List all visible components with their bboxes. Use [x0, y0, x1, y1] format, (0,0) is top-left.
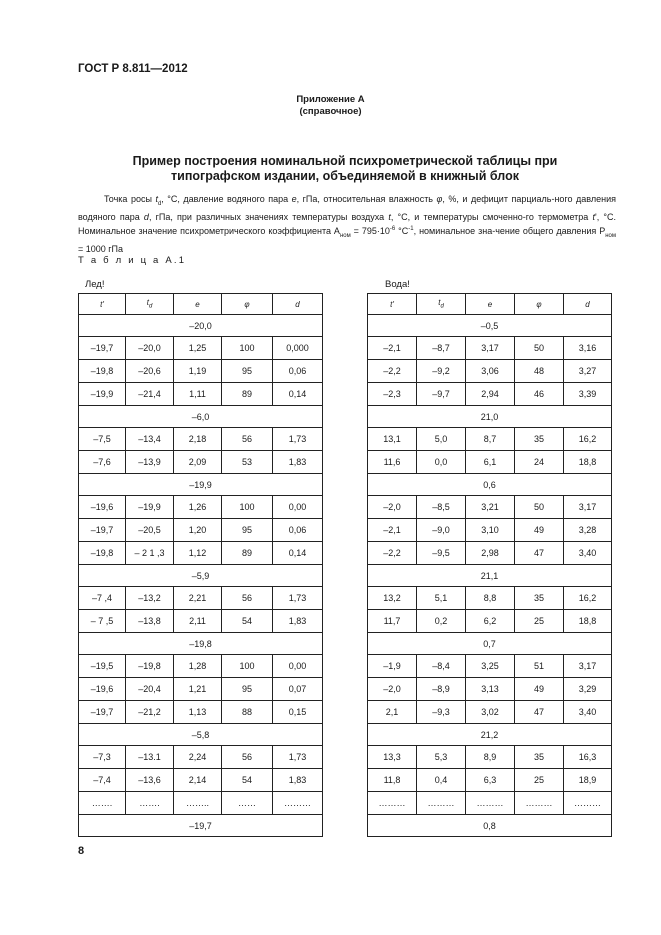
cell-t: …….: [79, 792, 126, 815]
cell-e: 3,13: [466, 678, 515, 701]
cell-t: 13,2: [368, 587, 417, 610]
cell-t: –19,8: [79, 360, 126, 383]
cell-e: 2,98: [466, 542, 515, 565]
cell-phi: 48: [515, 360, 564, 383]
group-header-row: [79, 724, 323, 746]
cell-e: 3,21: [466, 496, 515, 519]
header-t: t': [79, 294, 126, 315]
cell-t: –2,0: [368, 496, 417, 519]
group-header-row: [368, 474, 612, 496]
water-table-label: Вода!: [385, 279, 410, 290]
cell-d: 3,17: [564, 496, 612, 519]
cell-td: 5,3: [417, 746, 466, 769]
cell-d: 1,83: [273, 769, 323, 792]
header-d: d: [273, 294, 323, 315]
cell-d: 16,2: [564, 428, 612, 451]
cell-t: –19,9: [79, 383, 126, 406]
table-row: [79, 678, 323, 701]
header-d: d: [564, 294, 612, 315]
cell-d: 18,9: [564, 769, 612, 792]
cell-e: 1,25: [174, 337, 222, 360]
table-row: [368, 746, 612, 769]
table-row: [79, 360, 323, 383]
cell-d: 3,16: [564, 337, 612, 360]
group-temperature: 0,6: [368, 474, 612, 496]
cell-td: –13.1: [126, 746, 174, 769]
cell-phi: ………: [515, 792, 564, 815]
cell-d: 3,27: [564, 360, 612, 383]
cell-t: –19,7: [79, 337, 126, 360]
cell-e: 2,14: [174, 769, 222, 792]
cell-td: 0,2: [417, 610, 466, 633]
cell-phi: 100: [222, 655, 273, 678]
cell-d: 1,73: [273, 587, 323, 610]
group-temperature: –6,0: [79, 406, 323, 428]
cell-t: –2,1: [368, 337, 417, 360]
table-row: [368, 360, 612, 383]
group-temperature: 0,7: [368, 633, 612, 655]
group-temperature: –5,9: [79, 565, 323, 587]
group-header-row: [368, 315, 612, 337]
cell-td: –21,4: [126, 383, 174, 406]
cell-t: ………: [368, 792, 417, 815]
cell-t: –7,3: [79, 746, 126, 769]
cell-d: 16,2: [564, 587, 612, 610]
header-t: t': [368, 294, 417, 315]
cell-t: 13,3: [368, 746, 417, 769]
group-header-row: [368, 565, 612, 587]
cell-t: – 7 ,5: [79, 610, 126, 633]
cell-d: 0,000: [273, 337, 323, 360]
cell-e: 1,11: [174, 383, 222, 406]
header-td: $t_d$: [417, 294, 466, 315]
cell-phi: 95: [222, 519, 273, 542]
cell-td: 0,0: [417, 451, 466, 474]
cell-t: –7,5: [79, 428, 126, 451]
table-row: [79, 701, 323, 724]
cell-t: –19,6: [79, 496, 126, 519]
cell-e: ………: [466, 792, 515, 815]
cell-e: 2,09: [174, 451, 222, 474]
cell-d: 0,06: [273, 519, 323, 542]
cell-d: 1,83: [273, 610, 323, 633]
cell-td: –8,9: [417, 678, 466, 701]
cell-td: –20,0: [126, 337, 174, 360]
cell-t: –7,6: [79, 451, 126, 474]
water-psychrometric-table: [367, 293, 612, 837]
cell-d: 0,15: [273, 701, 323, 724]
group-header-row: [368, 406, 612, 428]
cell-phi: 50: [515, 337, 564, 360]
cell-d: 0,06: [273, 360, 323, 383]
cell-e: 1,26: [174, 496, 222, 519]
cell-d: 0,14: [273, 542, 323, 565]
table-row: [79, 496, 323, 519]
table-row: [368, 678, 612, 701]
table-header-row: [368, 294, 612, 315]
cell-d: 0,07: [273, 678, 323, 701]
cell-e: 1,20: [174, 519, 222, 542]
cell-e: 6,2: [466, 610, 515, 633]
cell-t: 11,7: [368, 610, 417, 633]
cell-phi: 56: [222, 428, 273, 451]
cell-phi: 89: [222, 383, 273, 406]
group-header-row: [79, 474, 323, 496]
cell-td: –19,8: [126, 655, 174, 678]
cell-phi: 24: [515, 451, 564, 474]
group-header-row: [79, 815, 323, 837]
table-row: [79, 746, 323, 769]
cell-td: –21,2: [126, 701, 174, 724]
cell-e: 2,24: [174, 746, 222, 769]
cell-e: 3,10: [466, 519, 515, 542]
intro-paragraph: Точка росы $t_d$, °С, давление водяного пара e, гПа, относительная влажность φ, %, и дефицит парциаль-ного давления водяного пара d, гПа, при различных значениях температуры воздуха t, °С, и температуры смоченно-го термометра t', °С. Номинальное значение психрометрического коэффициента $А_{ном} = 795\cdot 10^{-6}$ $^\circ С^{-1}$, номинальное зна-чение общего давления $Р_{ном} = 1000$ гПа: [78, 194, 617, 254]
appendix-title: Приложение А: [296, 94, 365, 105]
document-header: ГОСТ Р 8.811—2012: [78, 63, 188, 75]
cell-e: 3,02: [466, 701, 515, 724]
group-temperature: –19,8: [79, 633, 323, 655]
cell-phi: ……: [222, 792, 273, 815]
cell-t: –2,1: [368, 519, 417, 542]
cell-t: 13,1: [368, 428, 417, 451]
cell-phi: 56: [222, 587, 273, 610]
table-row: [79, 383, 323, 406]
table-row: [368, 383, 612, 406]
table-row: [79, 610, 323, 633]
header-e: e: [174, 294, 222, 315]
table-header-row: [79, 294, 323, 315]
cell-e: 8,7: [466, 428, 515, 451]
cell-td: 5,0: [417, 428, 466, 451]
group-temperature: –19,7: [79, 815, 323, 837]
cell-td: –13,9: [126, 451, 174, 474]
cell-phi: 35: [515, 587, 564, 610]
cell-td: ………: [417, 792, 466, 815]
cell-e: 1,28: [174, 655, 222, 678]
group-temperature: 21,0: [368, 406, 612, 428]
table-row: [79, 428, 323, 451]
cell-d: 18,8: [564, 610, 612, 633]
cell-e: 8,8: [466, 587, 515, 610]
cell-e: 3,06: [466, 360, 515, 383]
table-row: [368, 792, 612, 815]
cell-e: 1,13: [174, 701, 222, 724]
cell-d: 0,00: [273, 655, 323, 678]
cell-d: 3,39: [564, 383, 612, 406]
cell-t: –2,3: [368, 383, 417, 406]
cell-td: –13,8: [126, 610, 174, 633]
table-row: [79, 587, 323, 610]
table-row: [79, 542, 323, 565]
appendix-subtitle: (справочное): [299, 106, 362, 117]
header-td: $t_d$: [126, 294, 174, 315]
cell-td: –9,0: [417, 519, 466, 542]
page-number: 8: [78, 845, 85, 857]
cell-td: –8,5: [417, 496, 466, 519]
cell-d: ………: [564, 792, 612, 815]
cell-t: 11,6: [368, 451, 417, 474]
ice-psychrometric-table: [78, 293, 323, 837]
group-header-row: [79, 633, 323, 655]
cell-e: 1,21: [174, 678, 222, 701]
cell-t: –2,0: [368, 678, 417, 701]
cell-d: 1,73: [273, 746, 323, 769]
table-row: [79, 519, 323, 542]
cell-e: 6,1: [466, 451, 515, 474]
cell-phi: 46: [515, 383, 564, 406]
table-row: [79, 769, 323, 792]
cell-t: –1,9: [368, 655, 417, 678]
cell-td: –20,4: [126, 678, 174, 701]
table-row: [79, 337, 323, 360]
cell-e: 8,9: [466, 746, 515, 769]
cell-phi: 35: [515, 746, 564, 769]
table-row: [79, 451, 323, 474]
cell-phi: 100: [222, 337, 273, 360]
cell-td: 0,4: [417, 769, 466, 792]
cell-td: …….: [126, 792, 174, 815]
table-row: [368, 587, 612, 610]
cell-d: 0,14: [273, 383, 323, 406]
table-row: [79, 792, 323, 815]
cell-phi: 89: [222, 542, 273, 565]
cell-td: – 2 1 ,3: [126, 542, 174, 565]
cell-t: –19,5: [79, 655, 126, 678]
cell-e: 3,17: [466, 337, 515, 360]
cell-t: 2,1: [368, 701, 417, 724]
cell-td: –19,9: [126, 496, 174, 519]
cell-d: ………: [273, 792, 323, 815]
group-header-row: [79, 565, 323, 587]
table-row: [368, 610, 612, 633]
header-e: e: [466, 294, 515, 315]
group-temperature: –20,0: [79, 315, 323, 337]
cell-td: –20,6: [126, 360, 174, 383]
cell-d: 1,83: [273, 451, 323, 474]
group-header-row: [368, 815, 612, 837]
table-row: [368, 451, 612, 474]
cell-td: –13,4: [126, 428, 174, 451]
cell-e: 6,3: [466, 769, 515, 792]
cell-phi: 100: [222, 496, 273, 519]
cell-phi: 47: [515, 542, 564, 565]
table-row: [368, 769, 612, 792]
cell-td: –9,3: [417, 701, 466, 724]
cell-phi: 51: [515, 655, 564, 678]
cell-t: –19,8: [79, 542, 126, 565]
cell-td: –9,5: [417, 542, 466, 565]
cell-td: –20,5: [126, 519, 174, 542]
cell-t: –7,4: [79, 769, 126, 792]
header-phi: φ: [515, 294, 564, 315]
cell-td: –8,4: [417, 655, 466, 678]
cell-e: 2,94: [466, 383, 515, 406]
table-row: [368, 701, 612, 724]
cell-e: 2,18: [174, 428, 222, 451]
cell-d: 18,8: [564, 451, 612, 474]
cell-td: –13,6: [126, 769, 174, 792]
table-row: [368, 655, 612, 678]
cell-d: 3,29: [564, 678, 612, 701]
cell-t: –2,2: [368, 360, 417, 383]
cell-td: 5,1: [417, 587, 466, 610]
cell-t: –19,7: [79, 701, 126, 724]
cell-e: 2,11: [174, 610, 222, 633]
cell-td: –9,7: [417, 383, 466, 406]
cell-phi: 56: [222, 746, 273, 769]
table-row: [368, 496, 612, 519]
cell-t: –19,6: [79, 678, 126, 701]
cell-phi: 95: [222, 678, 273, 701]
cell-phi: 25: [515, 610, 564, 633]
group-header-row: [79, 315, 323, 337]
cell-d: 3,40: [564, 701, 612, 724]
section-title-line-2: типографском издании, объединяемой в книжный блок: [171, 169, 519, 183]
section-title: [90, 154, 600, 184]
group-header-row: [368, 724, 612, 746]
group-temperature: 0,8: [368, 815, 612, 837]
header-phi: φ: [222, 294, 273, 315]
cell-d: 3,17: [564, 655, 612, 678]
cell-e: 1,19: [174, 360, 222, 383]
group-temperature: –5,8: [79, 724, 323, 746]
table-row: [368, 428, 612, 451]
cell-t: –19,7: [79, 519, 126, 542]
cell-td: –9,2: [417, 360, 466, 383]
cell-phi: 88: [222, 701, 273, 724]
cell-phi: 49: [515, 519, 564, 542]
cell-e: 2,21: [174, 587, 222, 610]
cell-phi: 47: [515, 701, 564, 724]
cell-d: 3,40: [564, 542, 612, 565]
cell-phi: 49: [515, 678, 564, 701]
cell-d: 16,3: [564, 746, 612, 769]
cell-phi: 95: [222, 360, 273, 383]
group-header-row: [79, 406, 323, 428]
cell-td: –13,2: [126, 587, 174, 610]
group-temperature: –0,5: [368, 315, 612, 337]
group-temperature: –19,9: [79, 474, 323, 496]
appendix-heading: [0, 94, 661, 118]
cell-d: 1,73: [273, 428, 323, 451]
group-header-row: [368, 633, 612, 655]
cell-t: 11,8: [368, 769, 417, 792]
cell-phi: 54: [222, 769, 273, 792]
cell-phi: 35: [515, 428, 564, 451]
cell-d: 0,00: [273, 496, 323, 519]
cell-t: –7 ,4: [79, 587, 126, 610]
cell-d: 3,28: [564, 519, 612, 542]
table-row: [79, 655, 323, 678]
group-temperature: 21,2: [368, 724, 612, 746]
table-caption: Т а б л и ц а А.1: [78, 255, 187, 266]
cell-e: 1,12: [174, 542, 222, 565]
ice-table-label: Лед!: [85, 279, 105, 290]
cell-td: –8,7: [417, 337, 466, 360]
cell-phi: 54: [222, 610, 273, 633]
cell-phi: 50: [515, 496, 564, 519]
cell-phi: 25: [515, 769, 564, 792]
cell-e: ……..: [174, 792, 222, 815]
section-title-line-1: Пример построения номинальной психрометрической таблицы при: [132, 154, 558, 168]
cell-phi: 53: [222, 451, 273, 474]
table-row: [368, 542, 612, 565]
cell-t: –2,2: [368, 542, 417, 565]
cell-e: 3,25: [466, 655, 515, 678]
table-row: [368, 519, 612, 542]
group-temperature: 21,1: [368, 565, 612, 587]
table-row: [368, 337, 612, 360]
